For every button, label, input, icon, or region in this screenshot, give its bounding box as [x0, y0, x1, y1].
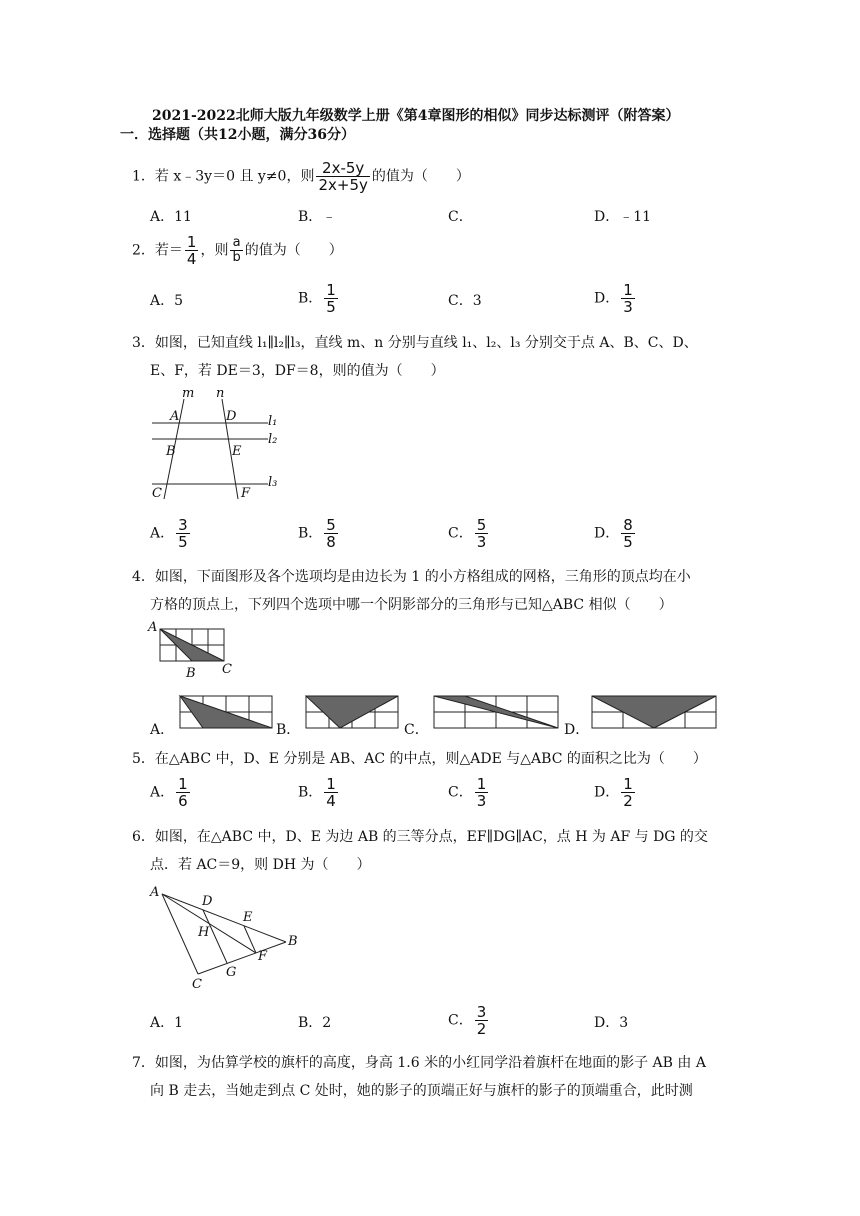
- label-a: A: [150, 885, 160, 900]
- label-e: E: [243, 910, 253, 925]
- q1-option-b: B．﹣: [298, 209, 337, 225]
- question-3-line-1: 3．如图，已知直线 l₁∥l₂∥l₃，直线 m、n 分别与直线 l₁、l₂、l₃ 分别交于点 A、B、C、D、: [132, 335, 698, 351]
- label-h: H: [198, 925, 210, 940]
- fraction-denominator: 3: [476, 792, 487, 810]
- fraction: [324, 517, 338, 550]
- question-text: 若＝: [154, 242, 183, 259]
- question-text-end: 的值为（ ）: [371, 168, 470, 185]
- fraction-numerator: 1: [476, 775, 487, 793]
- q4-option-c-label: C．: [404, 722, 429, 738]
- label-f: F: [258, 949, 268, 964]
- q4-grid-figure: [146, 619, 246, 681]
- fraction-denominator: 3: [623, 298, 633, 316]
- option-label: C．: [448, 784, 473, 801]
- q2-option-a: A．5: [150, 293, 184, 309]
- option-label: A．: [150, 525, 175, 542]
- fraction: [316, 160, 369, 193]
- option-label: C．: [448, 525, 473, 542]
- option-label: C．: [448, 1012, 473, 1029]
- option-label: B．: [298, 525, 323, 542]
- label-c: C: [192, 977, 202, 992]
- fraction-numerator: 3: [178, 516, 188, 534]
- question-5: 5．在△ABC 中，D、E 分别是 AB、AC 的中点，则△ADE 与△ABC 的面积之比为（ ）: [132, 751, 707, 767]
- fraction-denominator: 4: [186, 250, 197, 268]
- fraction-denominator: 2x+5y: [318, 176, 368, 194]
- label-a: A: [148, 620, 158, 635]
- fraction-numerator: 3: [476, 1003, 487, 1021]
- question-text-end: 的值为（ ）: [244, 242, 343, 259]
- question-text-mid: ，则: [200, 242, 229, 259]
- label-l3: l₃: [268, 475, 278, 490]
- fraction-denominator: 2: [623, 792, 633, 810]
- option-label: D．: [594, 290, 620, 307]
- fraction: [621, 282, 635, 315]
- label-a: A: [170, 409, 180, 424]
- q1-option-c: C．: [448, 209, 473, 225]
- q5-option-d: [594, 776, 637, 809]
- question-3-line-2: E、F，若 DE＝3，DF＝8，则的值为（ ）: [150, 363, 445, 379]
- fraction-numerator: 1: [326, 281, 336, 299]
- q4-option-b-label: B．: [276, 722, 301, 738]
- q3-option-d: [594, 517, 637, 550]
- question-2: [132, 234, 343, 267]
- option-label: D．: [594, 784, 620, 801]
- fraction-numerator: 8: [623, 516, 633, 534]
- fraction: [176, 776, 190, 809]
- q6-option-a: A．1: [150, 1015, 184, 1031]
- fraction-denominator: 3: [476, 533, 487, 551]
- question-4-line-1: 4．如图，下面图形及各个选项均是由边长为 1 的小方格组成的网格，三角形的顶点均在小: [132, 569, 691, 585]
- fraction-denominator: 5: [326, 298, 336, 316]
- section-heading: 一．选择题（共12小题，满分36分）: [120, 127, 355, 143]
- label-f: F: [241, 486, 251, 501]
- q6-option-d: D．3: [594, 1015, 629, 1031]
- label-c: C: [152, 486, 162, 501]
- q4-option-d-label: D．: [564, 722, 590, 738]
- question-text: 若 x﹣3y＝0 且 y≠0，则: [154, 168, 315, 185]
- label-n: n: [216, 386, 225, 401]
- fraction: [621, 517, 635, 550]
- fraction-denominator: 4: [326, 792, 336, 810]
- q4-option-d-figure: [588, 692, 723, 732]
- option-label: B．: [298, 290, 323, 307]
- option-label: A．: [150, 784, 175, 801]
- label-l2: l₂: [268, 432, 278, 447]
- label-d: D: [226, 409, 237, 424]
- fraction-numerator: 1: [623, 775, 633, 793]
- fraction-numerator: 5: [326, 516, 336, 534]
- question-number: 2．: [132, 242, 155, 259]
- fraction-denominator: 2: [476, 1020, 487, 1038]
- q4-option-b-figure: [302, 692, 402, 732]
- label-m: m: [182, 386, 195, 401]
- q6-option-c: [448, 1004, 490, 1037]
- fraction-numerator: 2x-5y: [322, 159, 365, 177]
- fraction: [185, 234, 199, 267]
- question-4-line-2: 方格的顶点上，下列四个选项中哪一个阴影部分的三角形与已知△ABC 相似（ ）: [150, 597, 673, 613]
- label-g: G: [226, 965, 237, 980]
- fraction-denominator: 5: [178, 533, 188, 551]
- q4-option-a-figure: [176, 692, 276, 732]
- fraction: [475, 1004, 489, 1037]
- q2-option-b: [298, 282, 340, 315]
- fraction: [230, 236, 242, 265]
- q1-option-d: D．﹣11: [594, 209, 652, 225]
- fraction-numerator: 5: [476, 516, 487, 534]
- fraction: [176, 517, 190, 550]
- label-d: D: [202, 894, 213, 909]
- fraction-numerator: 1: [326, 775, 336, 793]
- q5-option-c: [448, 776, 490, 809]
- fraction-numerator: 1: [178, 775, 188, 793]
- label-b: B: [166, 444, 176, 459]
- q3-option-a: [150, 517, 192, 550]
- option-label: B．: [298, 784, 323, 801]
- fraction-numerator: a: [232, 235, 241, 250]
- q6-option-b: B．2: [298, 1015, 332, 1031]
- fraction: [621, 776, 635, 809]
- q6-triangle-figure: [146, 882, 316, 997]
- fraction-denominator: 8: [326, 533, 336, 551]
- question-1: [132, 160, 470, 193]
- question-7-line-1: 7．如图，为估算学校的旗杆的高度，身高 1.6 米的小红同学沿着旗杆在地面的影子 AB 由 A: [132, 1055, 706, 1071]
- label-l1: l₁: [268, 414, 278, 429]
- fraction: [324, 776, 338, 809]
- q4-option-c-figure: [430, 692, 565, 732]
- fraction-denominator: 5: [623, 533, 633, 551]
- q3-option-b: [298, 517, 340, 550]
- fraction: [475, 776, 489, 809]
- q2-option-c: C．3: [448, 293, 482, 309]
- question-6-line-1: 6．如图，在△ABC 中，D、E 为边 AB 的三等分点，EF∥DG∥AC，点 H 为 AF 与 DG 的交: [132, 829, 708, 845]
- q5-option-b: [298, 776, 340, 809]
- q4-option-a-label: A．: [150, 722, 175, 738]
- label-c: C: [222, 662, 232, 677]
- label-b: B: [186, 666, 196, 681]
- fraction: [324, 282, 338, 315]
- label-e: E: [232, 444, 242, 459]
- q5-option-a: [150, 776, 192, 809]
- doc-title: 2021-2022北师大版九年级数学上册《第4章图形的相似》同步达标测评（附答案）: [152, 108, 680, 124]
- fraction-denominator: b: [232, 250, 241, 265]
- option-label: D．: [594, 525, 620, 542]
- question-6-line-2: 点．若 AC＝9，则 DH 为（ ）: [150, 857, 371, 873]
- label-b: B: [288, 934, 298, 949]
- q3-option-c: [448, 517, 490, 550]
- q3-parallel-lines-figure: [146, 385, 286, 505]
- question-7-line-2: 向 B 走去，当她走到点 C 处时，她的影子的顶端正好与旗杆的影子的顶端重合，此时测: [150, 1083, 693, 1099]
- question-number: 1．: [132, 168, 155, 185]
- q2-option-d: [594, 282, 637, 315]
- fraction-numerator: 1: [623, 281, 633, 299]
- fraction: [475, 517, 489, 550]
- q1-option-a: A．11: [150, 209, 192, 225]
- fraction-numerator: 1: [186, 233, 197, 251]
- fraction-denominator: 6: [178, 792, 188, 810]
